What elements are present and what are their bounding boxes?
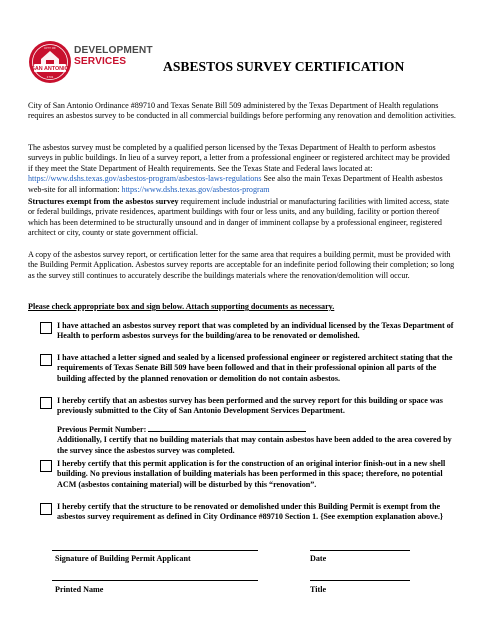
asbestos-program-link[interactable]: https://www.dshs.texas.gov/asbestos-program (121, 184, 270, 194)
survey-requirements-paragraph (28, 143, 456, 195)
engineer-letter-checkbox[interactable] (40, 354, 52, 366)
exemption-paragraph (28, 197, 456, 239)
survey-requirements-text: The asbestos survey must be completed by a qualified person licensed by the Texas Department of Health to perform asbestos surveys in public buildings. In lieu of a survey report, a letter from a professional engineer or registered architect may be provided if they meet the State Department of Health requirements. See the Texas State and Federal laws located at: (28, 143, 450, 173)
exempt-structure-text: I hereby certify that the structure to be renovated or demolished under this Building Permit is exempt from the asbestos survey requirement as defined in City Ordinance #89710 Section 1. {See exemption explanation above.} (57, 502, 444, 522)
page-title: ASBESTOS SURVEY CERTIFICATION (163, 59, 405, 74)
survey-report-text: I have attached an asbestos survey report that was completed by an individual licensed by the Texas Department of Health to perform asbestos surveys for the building/area to be renovated or demolished. (57, 321, 454, 341)
date-field[interactable] (310, 550, 410, 551)
previous-permit-number-field[interactable] (148, 423, 306, 432)
ordinance-paragraph: City of San Antonio Ordinance #89710 and Texas Senate Bill 509 administered by the Texas Department of Health regulations requires an asbestos survey to be conducted in all commercial buildings before performing any renovation and demolition activities. (28, 101, 456, 121)
interior-finish-out-text: I hereby certify that this permit application is for the construction of an original interior finish-out in a new shell building. No previous installation of building materials has been performed in this space; therefore, no potential ACM (asbestos containing material) will be disturbed by this “renovation”. (57, 459, 446, 489)
exempt-structure-checkbox[interactable] (40, 503, 52, 515)
svg-text:SAN ANTONIO: SAN ANTONIO (31, 66, 69, 72)
city-seal-icon (28, 40, 72, 84)
previous-permit-row (57, 423, 457, 435)
interior-finish-out-checkbox[interactable] (40, 460, 52, 472)
exemption-heading: Structures exempt from the asbestos survey (28, 197, 179, 206)
svg-text:CITY OF: CITY OF (44, 46, 56, 50)
instructions-text: Please check appropriate box and sign below. Attach supporting documents as necessary. (28, 302, 335, 311)
title-field[interactable] (310, 580, 410, 581)
previous-survey-statement: I hereby certify that an asbestos survey has been performed and the survey report for this building or space was previously submitted to the City of San Antonio Development Services Department. (57, 396, 443, 416)
printed-name-field[interactable] (52, 580, 258, 581)
svg-text:1731: 1731 (46, 75, 54, 79)
survey-report-checkbox[interactable] (40, 322, 52, 334)
logo-word-services: SERVICES (74, 56, 127, 67)
date-label: Date (310, 554, 327, 563)
exemption-text: requirement include industrial or manufacturing facilities with limited access, state or federal buildings, private residences, apartment buildings with four or less units, and any building, facility or portion thereof which has been determined to be structurally unsound and in danger of imminent collapse by a professional engineer, registered architect or city, county or state government official. (28, 197, 449, 238)
previous-survey-text (57, 396, 457, 456)
copy-requirement-paragraph: A copy of the asbestos survey report, or certification letter for the same area that requires a building permit, must be provided with the Building Permit Application. Asbestos survey reports are acceptable for an indefinite period following their completion; so long as the survey still continues to accurately describe the buildings materials where the renovation/demolition will occur. (28, 250, 455, 280)
see-also-text: See also the main Texas Department of Health asbestos web-site for all information: (28, 174, 443, 194)
title-label: Title (310, 585, 327, 594)
laws-regulations-link[interactable]: https://www.dshs.texas.gov/asbestos-program/asbestos-laws-regulations (28, 174, 262, 184)
development-services-logo (28, 40, 153, 84)
engineer-letter-text: I have attached a letter signed and sealed by a licensed professional engineer or registered architect stating that the requirements of Texas Senate Bill 509 have been followed and that in their professional opinion all parts of the building affected by the planned renovation or demolition do not contain asbestos. (57, 353, 453, 383)
applicant-signature-field[interactable] (52, 550, 258, 551)
previous-permit-label: Previous Permit Number: (57, 424, 147, 434)
no-materials-added-statement: Additionally, I certify that no building materials that may contain asbestos have been added to the area covered by the survey since the asbestos survey was completed. (57, 435, 452, 455)
previous-survey-checkbox[interactable] (40, 397, 52, 409)
printed-name-label: Printed Name (55, 585, 104, 594)
applicant-signature-label: Signature of Building Permit Applicant (55, 554, 191, 563)
logo-wordmark (74, 45, 153, 67)
logo-word-development: DEVELOPMENT (74, 45, 153, 56)
